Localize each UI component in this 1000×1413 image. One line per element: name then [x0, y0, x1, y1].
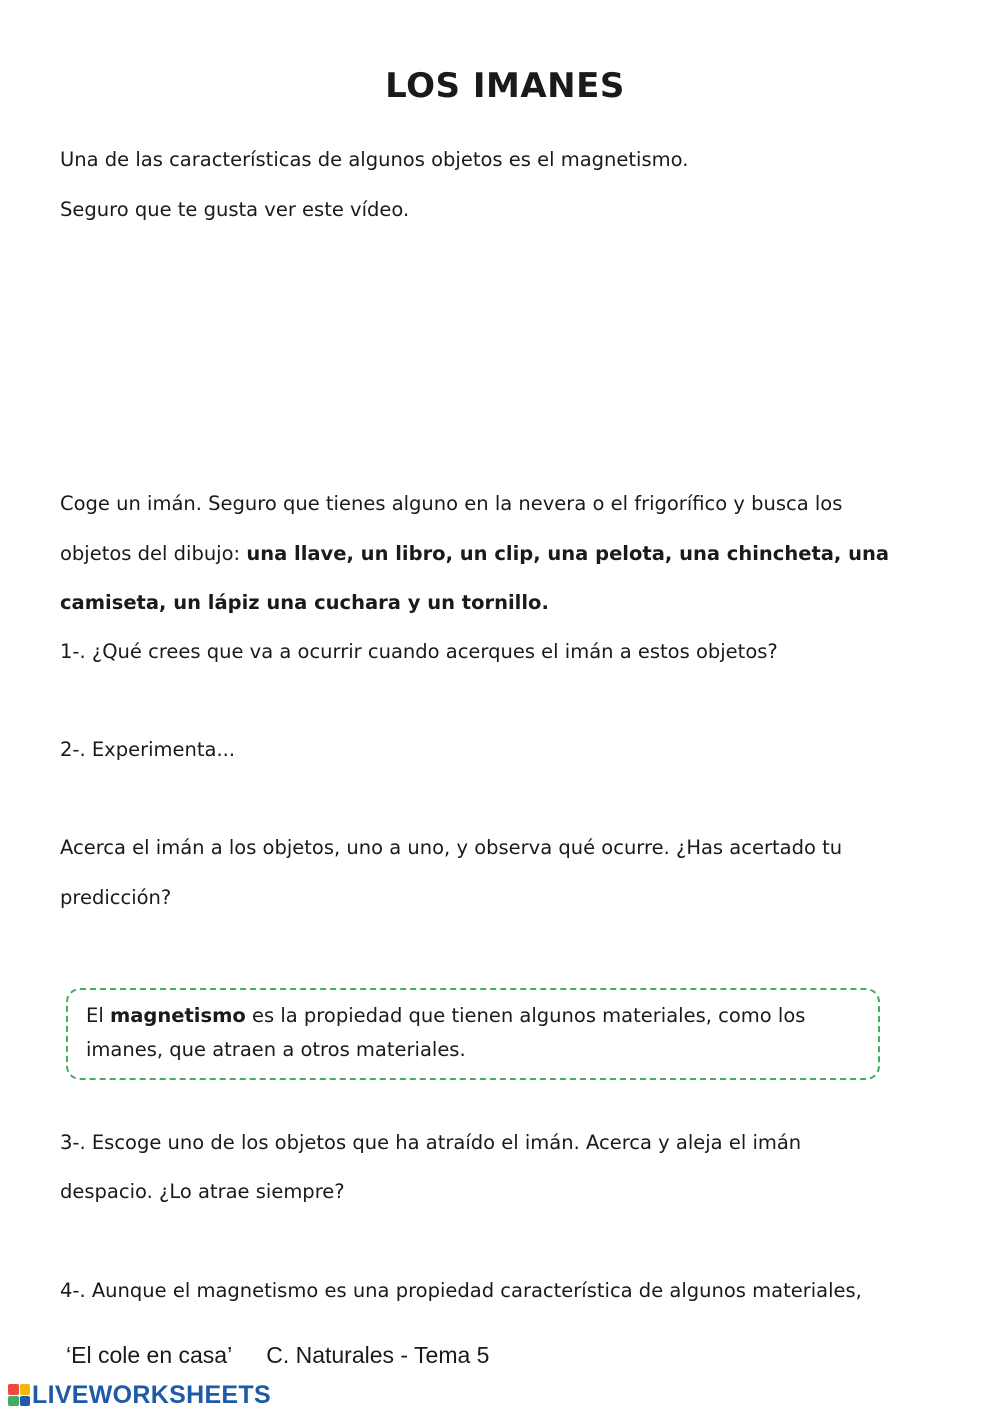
liveworksheets-logo[interactable] [8, 1382, 271, 1408]
definition-rest: es la propiedad que tienen algunos materiales, como los [245, 1004, 806, 1027]
footer-right: C. Naturales - Tema 5 [266, 1342, 490, 1368]
logo-mark-icon [8, 1384, 30, 1406]
question-3-line-2: despacio. ¿Lo atrae siempre? [60, 1180, 345, 1203]
experiment-line-2: predicción? [60, 886, 172, 909]
definition-term: magnetismo [109, 1004, 246, 1027]
experiment-line-1: Acerca el imán a los objetos, uno a uno, y observa qué ocurre. ¿Has acertado tu [60, 836, 843, 859]
object-list-part-1: una llave, un libro, un clip, una pelota, una chincheta, una [246, 542, 890, 565]
footer-left: ‘El cole en casa’ [66, 1342, 233, 1368]
object-list-part-2: camiseta, un lápiz una cuchara y un tornillo. [60, 591, 549, 614]
question-4: 4-. Aunque el magnetismo es una propiedad característica de algunos materiales, [60, 1279, 862, 1302]
question-2: 2-. Experimenta... [60, 738, 236, 761]
definition-line-2: imanes, que atraen a otros materiales. [86, 1038, 466, 1061]
logo-text: LIVEWORKSHEETS [32, 1380, 271, 1409]
question-3-line-1: 3-. Escoge uno de los objetos que ha atraído el imán. Acerca y aleja el imán [60, 1131, 802, 1154]
intro-line-2: Seguro que te gusta ver este vídeo. [60, 198, 410, 221]
definition-prefix: El [86, 1004, 110, 1027]
footer [66, 1342, 489, 1369]
definition-line-1 [86, 1004, 805, 1027]
task-line-2 [60, 542, 889, 565]
question-1: 1-. ¿Qué crees que va a ocurrir cuando acerques el imán a estos objetos? [60, 640, 778, 663]
definition-box [66, 988, 880, 1080]
intro-line-1: Una de las características de algunos objetos es el magnetismo. [60, 148, 689, 171]
task-line-1: Coge un imán. Seguro que tienes alguno en la nevera o el frigorífico y busca los [60, 492, 843, 515]
task-line-2-prefix: objetos del dibujo: [60, 542, 247, 565]
page-title: LOS IMANES [385, 66, 625, 106]
